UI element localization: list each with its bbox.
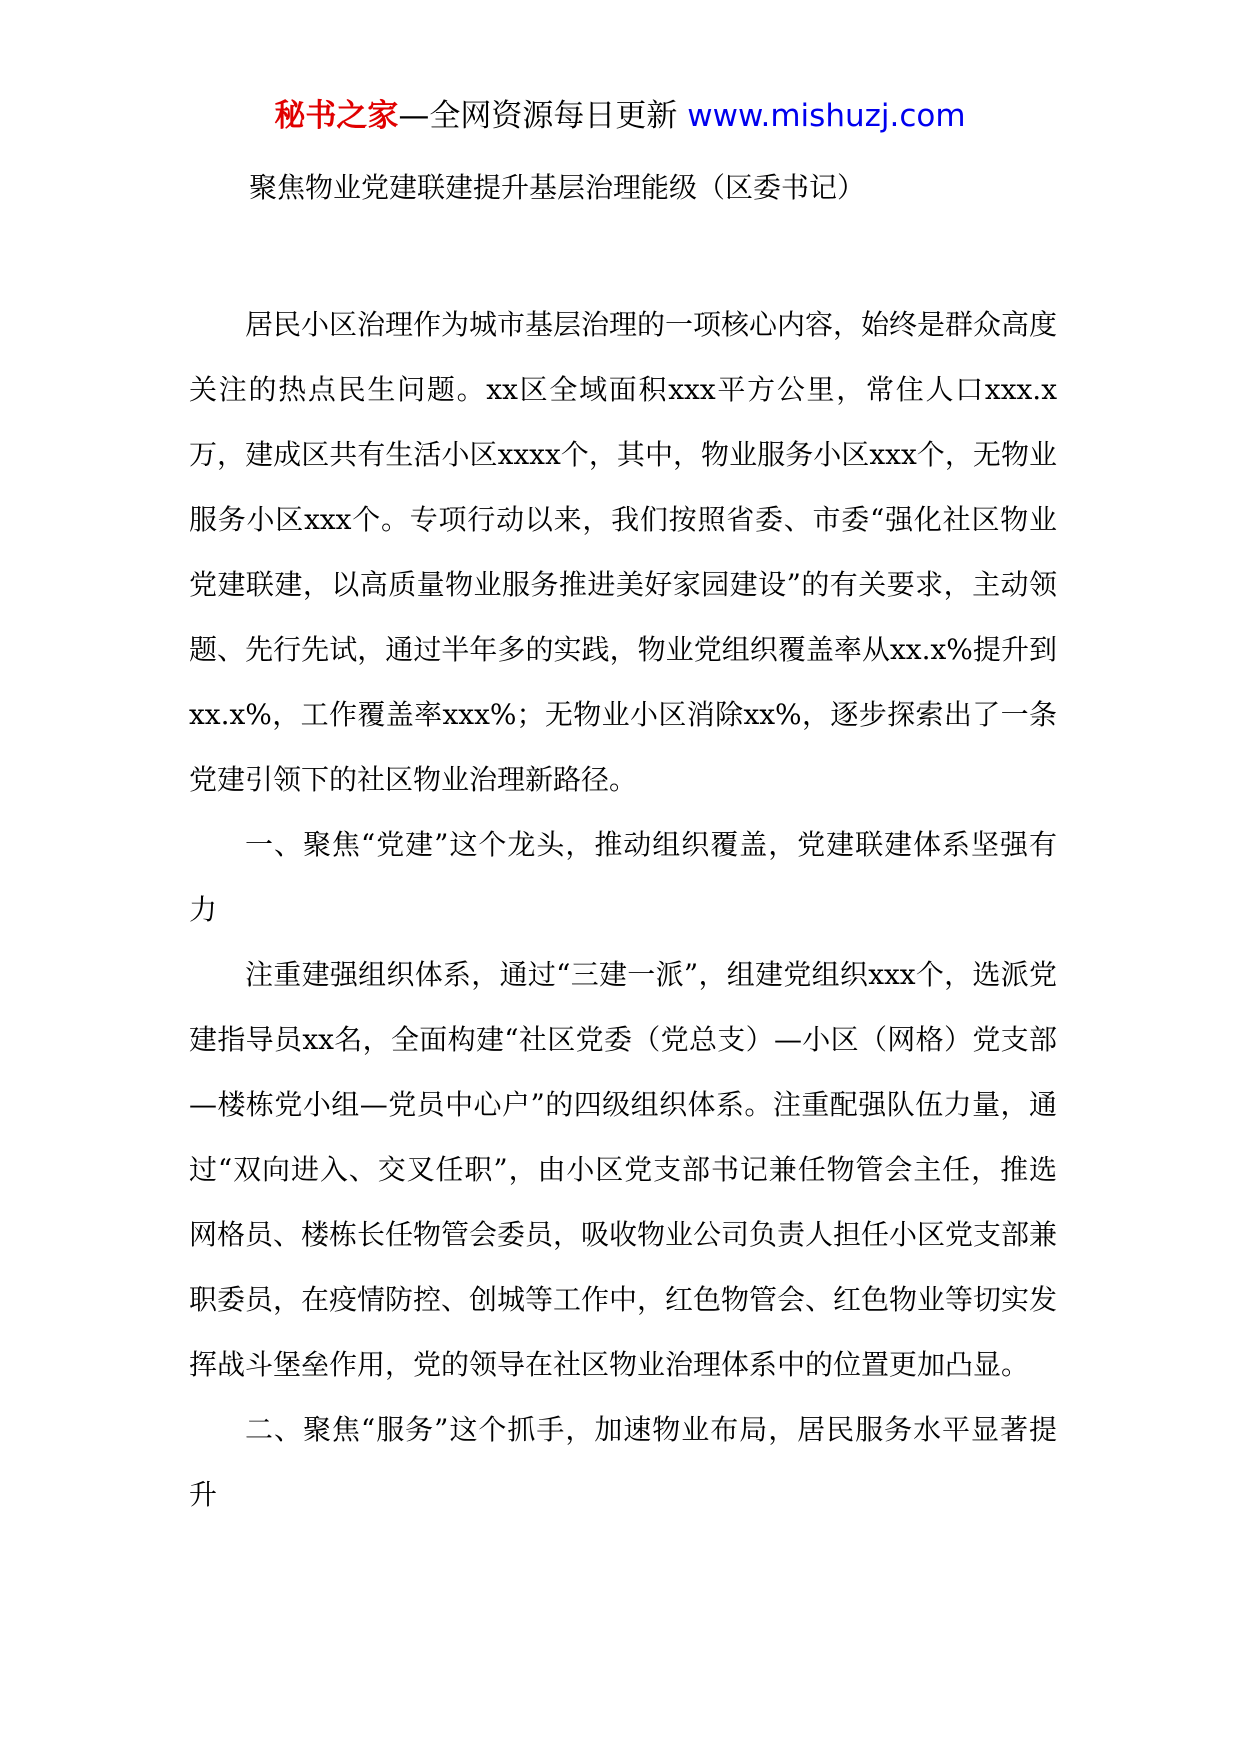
section-heading-1: 一、聚焦“党建”这个龙头，推动组织覆盖，党建联建体系坚强有力 (189, 828, 1057, 926)
body-paragraph-intro: 居民小区治理作为城市基层治理的一项核心内容，始终是群众高度关注的热点民生问题。xx区全域面积xxx平方公里，常住人口xxx.x万，建成区共有生活小区xxxx个，其中，物业服务小区xxx个，无物业服务小区xxx个。专项行动以来，我们按照省委、市委“强化社区物业党建联建，以高质量物业服务推进美好家园建设”的有关要求，主动领题、先行先试，通过半年多的实践，物业党组织覆盖率从xx.x%提升到xx.x%，工作覆盖率xxx%；无物业小区消除xx%，逐步探索出了一条党建引领下的社区物业治理新路径。 (189, 308, 1058, 796)
banner-tagline: —全网资源每日更新 (398, 98, 678, 134)
document-body (189, 292, 1057, 1527)
site-link[interactable]: www.mishuzj.com (687, 98, 966, 134)
section-heading-2: 二、聚焦“服务”这个抓手，加速物业布局，居民服务水平显著提升 (189, 1413, 1057, 1511)
body-paragraph-section-1: 注重建强组织体系，通过“三建一派”，组建党组织xxx个，选派党建指导员xx名，全面构建“社区党委（党总支）—小区（网格）党支部—楼栋党小组—党员中心户”的四级组织体系。注重配强队伍力量，通过“双向进入、交叉任职”，由小区党支部书记兼任物管会主任，推选网格员、楼栋长任物管会委员，吸收物业公司负责人担任小区党支部兼职委员，在疫情防控、创城等工作中，红色物管会、红色物业等切实发挥战斗堡垒作用，党的领导在社区物业治理体系中的位置更加凸显。 (189, 958, 1058, 1381)
brand-name: 秘书之家 (274, 98, 399, 134)
site-banner (0, 96, 1240, 136)
document-title: 聚焦物业党建联建提升基层治理能级（区委书记） (249, 171, 866, 204)
